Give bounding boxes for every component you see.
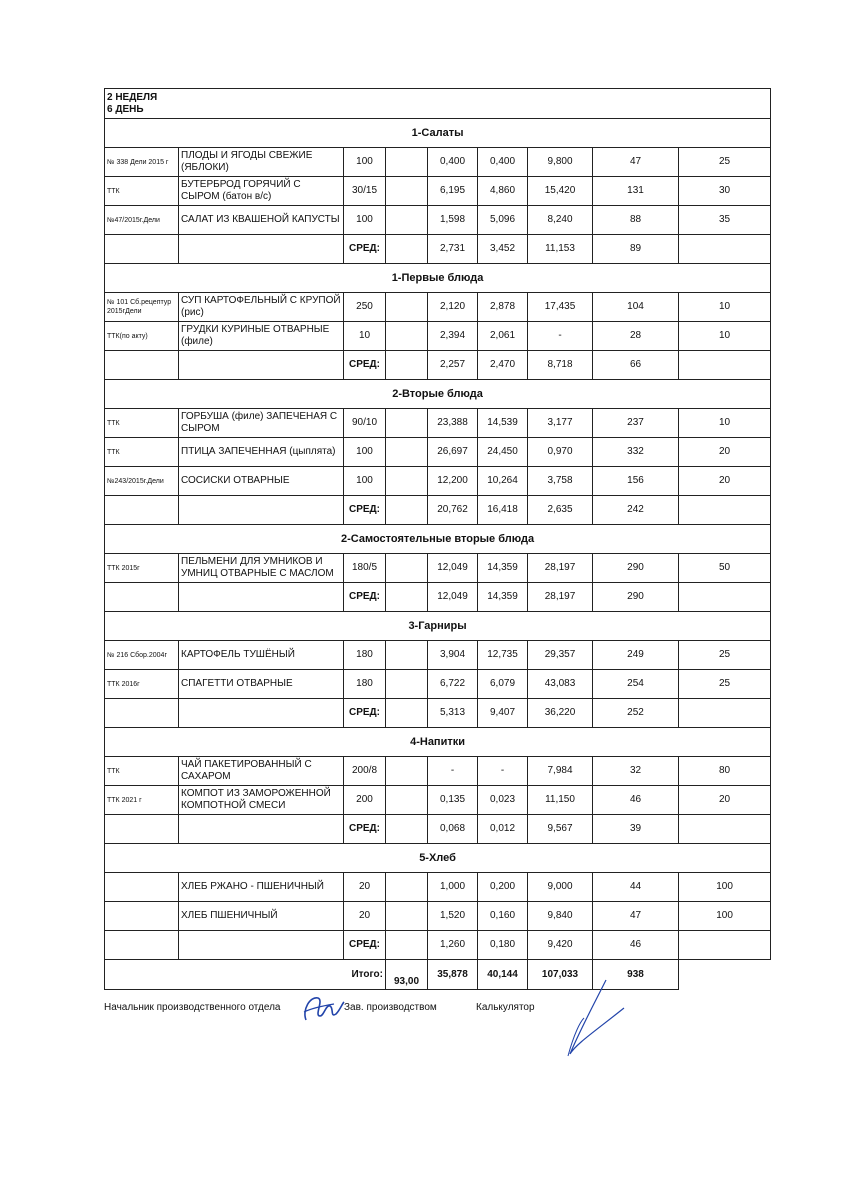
recipe-code-cell: № 216 Сбор.2004г xyxy=(105,641,179,670)
price-cell xyxy=(386,177,428,206)
vitamin-cell: 10 xyxy=(679,293,771,322)
fat-cell: 24,450 xyxy=(478,438,528,467)
average-row xyxy=(105,699,771,728)
price-cell xyxy=(386,786,428,815)
vitamin-cell: 20 xyxy=(679,786,771,815)
avg-energy-cell: 46 xyxy=(593,931,679,960)
vitamin-cell: 25 xyxy=(679,641,771,670)
energy-cell: 46 xyxy=(593,786,679,815)
empty-cell xyxy=(679,351,771,380)
price-cell xyxy=(386,757,428,786)
output-cell: 200/8 xyxy=(344,757,386,786)
vitamin-cell: 35 xyxy=(679,206,771,235)
recipe-code-cell: ТТК xyxy=(105,409,179,438)
carbs-cell: - xyxy=(528,322,593,351)
fat-cell: 6,079 xyxy=(478,670,528,699)
energy-cell: 44 xyxy=(593,873,679,902)
energy-cell: 28 xyxy=(593,322,679,351)
fat-cell: 2,878 xyxy=(478,293,528,322)
fat-cell: 4,860 xyxy=(478,177,528,206)
average-label: СРЕД: xyxy=(344,351,386,380)
empty-cell xyxy=(679,583,771,612)
protein-cell: 12,200 xyxy=(428,467,478,496)
avg-carbs-cell: 36,220 xyxy=(528,699,593,728)
table-row xyxy=(105,670,771,699)
output-cell: 180 xyxy=(344,670,386,699)
energy-cell: 290 xyxy=(593,554,679,583)
section-header-row xyxy=(105,380,771,409)
vitamin-cell: 25 xyxy=(679,670,771,699)
empty-cell xyxy=(386,699,428,728)
table-row xyxy=(105,902,771,931)
vitamin-cell: 100 xyxy=(679,873,771,902)
energy-cell: 104 xyxy=(593,293,679,322)
empty-cell xyxy=(179,583,344,612)
recipe-code-cell: ТТК xyxy=(105,177,179,206)
table-row xyxy=(105,786,771,815)
table-row xyxy=(105,177,771,206)
avg-carbs-cell: 9,567 xyxy=(528,815,593,844)
empty-cell xyxy=(105,351,179,380)
output-cell: 90/10 xyxy=(344,409,386,438)
vitamin-cell: 10 xyxy=(679,322,771,351)
price-cell xyxy=(386,409,428,438)
section-header-row xyxy=(105,264,771,293)
average-label: СРЕД: xyxy=(344,235,386,264)
avg-energy-cell: 290 xyxy=(593,583,679,612)
empty-cell xyxy=(179,235,344,264)
avg-carbs-cell: 9,420 xyxy=(528,931,593,960)
empty-cell xyxy=(179,815,344,844)
section-title: 1-Первые блюда xyxy=(105,264,771,293)
avg-protein-cell: 5,313 xyxy=(428,699,478,728)
price-cell xyxy=(386,467,428,496)
total-fat-cell: 40,144 xyxy=(478,960,528,990)
carbs-cell: 43,083 xyxy=(528,670,593,699)
section-title: 3-Гарниры xyxy=(105,612,771,641)
empty-cell xyxy=(679,960,771,990)
dish-name-cell: ХЛЕБ ПШЕНИЧНЫЙ xyxy=(179,902,344,931)
energy-cell: 237 xyxy=(593,409,679,438)
protein-cell: 23,388 xyxy=(428,409,478,438)
protein-cell: 1,520 xyxy=(428,902,478,931)
section-title: 2-Самостоятельные вторые блюда xyxy=(105,525,771,554)
empty-cell xyxy=(386,351,428,380)
carbs-cell: 3,177 xyxy=(528,409,593,438)
dish-name-cell: СУП КАРТОФЕЛЬНЫЙ С КРУПОЙ (рис) xyxy=(179,293,344,322)
recipe-code-cell: ТТК 2016г xyxy=(105,670,179,699)
total-price-cell: 93,00 xyxy=(386,960,428,990)
vitamin-cell: 100 xyxy=(679,902,771,931)
protein-cell: 6,722 xyxy=(428,670,478,699)
output-cell: 100 xyxy=(344,148,386,177)
empty-cell xyxy=(105,699,179,728)
vitamin-cell: 25 xyxy=(679,148,771,177)
table-row xyxy=(105,757,771,786)
price-cell xyxy=(386,322,428,351)
energy-cell: 254 xyxy=(593,670,679,699)
empty-cell xyxy=(105,235,179,264)
section-header-row xyxy=(105,525,771,554)
dish-name-cell: ГРУДКИ КУРИНЫЕ ОТВАРНЫЕ (филе) xyxy=(179,322,344,351)
protein-cell: 6,195 xyxy=(428,177,478,206)
avg-protein-cell: 12,049 xyxy=(428,583,478,612)
table-row xyxy=(105,206,771,235)
header-row xyxy=(105,89,771,119)
output-cell: 200 xyxy=(344,786,386,815)
avg-fat-cell: 9,407 xyxy=(478,699,528,728)
empty-cell xyxy=(179,699,344,728)
empty-cell xyxy=(105,496,179,525)
table-row xyxy=(105,467,771,496)
avg-protein-cell: 2,731 xyxy=(428,235,478,264)
signature-calculator xyxy=(554,974,644,1064)
fat-cell: 14,359 xyxy=(478,554,528,583)
avg-fat-cell: 0,180 xyxy=(478,931,528,960)
average-row xyxy=(105,235,771,264)
protein-cell: 26,697 xyxy=(428,438,478,467)
carbs-cell: 15,420 xyxy=(528,177,593,206)
avg-energy-cell: 39 xyxy=(593,815,679,844)
empty-cell xyxy=(105,931,179,960)
recipe-code-cell: № 101 Сб.рецептур 2015гДели xyxy=(105,293,179,322)
empty-cell xyxy=(386,235,428,264)
empty-cell xyxy=(105,815,179,844)
avg-energy-cell: 252 xyxy=(593,699,679,728)
vitamin-cell: 50 xyxy=(679,554,771,583)
section-title: 4-Напитки xyxy=(105,728,771,757)
average-row xyxy=(105,351,771,380)
section-header-row xyxy=(105,844,771,873)
total-energy-cell: 938 xyxy=(593,960,679,990)
carbs-cell: 28,197 xyxy=(528,554,593,583)
avg-fat-cell: 3,452 xyxy=(478,235,528,264)
energy-cell: 131 xyxy=(593,177,679,206)
carbs-cell: 8,240 xyxy=(528,206,593,235)
menu-sheet xyxy=(104,88,770,990)
avg-fat-cell: 0,012 xyxy=(478,815,528,844)
protein-cell: 2,120 xyxy=(428,293,478,322)
recipe-code-cell: №47/2015г.Дели xyxy=(105,206,179,235)
energy-cell: 249 xyxy=(593,641,679,670)
price-cell xyxy=(386,873,428,902)
carbs-cell: 9,000 xyxy=(528,873,593,902)
vitamin-cell: 30 xyxy=(679,177,771,206)
dish-name-cell: ПТИЦА ЗАПЕЧЕННАЯ (цыплята) xyxy=(179,438,344,467)
avg-fat-cell: 2,470 xyxy=(478,351,528,380)
dish-name-cell: ПЛОДЫ И ЯГОДЫ СВЕЖИЕ (ЯБЛОКИ) xyxy=(179,148,344,177)
empty-cell xyxy=(679,699,771,728)
empty-cell xyxy=(679,815,771,844)
avg-energy-cell: 66 xyxy=(593,351,679,380)
protein-cell: - xyxy=(428,757,478,786)
fat-cell: 14,539 xyxy=(478,409,528,438)
fat-cell: 0,160 xyxy=(478,902,528,931)
empty-cell xyxy=(679,931,771,960)
average-label: СРЕД: xyxy=(344,583,386,612)
empty-cell xyxy=(386,931,428,960)
average-row xyxy=(105,815,771,844)
price-cell xyxy=(386,206,428,235)
vitamin-cell: 10 xyxy=(679,409,771,438)
recipe-code-cell xyxy=(105,902,179,931)
protein-cell: 1,598 xyxy=(428,206,478,235)
table-row xyxy=(105,554,771,583)
carbs-cell: 0,970 xyxy=(528,438,593,467)
output-cell: 30/15 xyxy=(344,177,386,206)
energy-cell: 47 xyxy=(593,902,679,931)
energy-cell: 47 xyxy=(593,148,679,177)
section-header-row xyxy=(105,612,771,641)
avg-carbs-cell: 28,197 xyxy=(528,583,593,612)
protein-cell: 2,394 xyxy=(428,322,478,351)
dish-name-cell: ПЕЛЬМЕНИ ДЛЯ УМНИКОВ И УМНИЦ ОТВАРНЫЕ С МАСЛОМ xyxy=(179,554,344,583)
energy-cell: 332 xyxy=(593,438,679,467)
fat-cell: 5,096 xyxy=(478,206,528,235)
table-row xyxy=(105,409,771,438)
avg-protein-cell: 0,068 xyxy=(428,815,478,844)
section-title: 1-Салаты xyxy=(105,119,771,148)
output-cell: 100 xyxy=(344,438,386,467)
fat-cell: 12,735 xyxy=(478,641,528,670)
section-title: 5-Хлеб xyxy=(105,844,771,873)
table-row xyxy=(105,293,771,322)
average-label: СРЕД: xyxy=(344,699,386,728)
fat-cell: 0,400 xyxy=(478,148,528,177)
output-cell: 20 xyxy=(344,902,386,931)
protein-cell: 0,135 xyxy=(428,786,478,815)
empty-cell xyxy=(679,496,771,525)
recipe-code-cell: ТТК xyxy=(105,757,179,786)
total-carbs-cell: 107,033 xyxy=(528,960,593,990)
recipe-code-cell: № 338 Дели 2015 г xyxy=(105,148,179,177)
price-cell xyxy=(386,902,428,931)
avg-protein-cell: 1,260 xyxy=(428,931,478,960)
dish-name-cell: СПАГЕТТИ ОТВАРНЫЕ xyxy=(179,670,344,699)
empty-cell xyxy=(105,583,179,612)
table-row xyxy=(105,322,771,351)
head-of-production-label: Начальник производственного отдела xyxy=(104,1002,281,1013)
vitamin-cell: 80 xyxy=(679,757,771,786)
average-row xyxy=(105,496,771,525)
price-cell xyxy=(386,293,428,322)
average-label: СРЕД: xyxy=(344,815,386,844)
output-cell: 20 xyxy=(344,873,386,902)
carbs-cell: 3,758 xyxy=(528,467,593,496)
recipe-code-cell: ТТК 2021 г xyxy=(105,786,179,815)
avg-fat-cell: 16,418 xyxy=(478,496,528,525)
empty-cell xyxy=(179,496,344,525)
empty-cell xyxy=(386,496,428,525)
calculator-label: Калькулятор xyxy=(476,1002,535,1013)
average-row xyxy=(105,931,771,960)
total-row xyxy=(105,960,771,990)
avg-carbs-cell: 11,153 xyxy=(528,235,593,264)
dish-name-cell: БУТЕРБРОД ГОРЯЧИЙ С СЫРОМ (батон в/с) xyxy=(179,177,344,206)
total-label: Итого: xyxy=(351,968,383,980)
vitamin-cell: 20 xyxy=(679,467,771,496)
production-manager-label: Зав. производством xyxy=(344,1002,437,1013)
dish-name-cell: САЛАТ ИЗ КВАШЕНОЙ КАПУСТЫ xyxy=(179,206,344,235)
avg-protein-cell: 2,257 xyxy=(428,351,478,380)
protein-cell: 12,049 xyxy=(428,554,478,583)
recipe-code-cell: ТТК(по акту) xyxy=(105,322,179,351)
price-cell xyxy=(386,148,428,177)
week-label: 2 НЕДЕЛЯ xyxy=(107,92,158,103)
empty-cell xyxy=(179,351,344,380)
carbs-cell: 29,357 xyxy=(528,641,593,670)
carbs-cell: 11,150 xyxy=(528,786,593,815)
table-row xyxy=(105,438,771,467)
price-cell xyxy=(386,670,428,699)
recipe-code-cell xyxy=(105,873,179,902)
price-cell xyxy=(386,438,428,467)
signature-head xyxy=(300,990,346,1026)
day-label: 6 ДЕНЬ xyxy=(107,104,144,115)
empty-cell xyxy=(386,583,428,612)
empty-cell xyxy=(386,815,428,844)
avg-protein-cell: 20,762 xyxy=(428,496,478,525)
energy-cell: 156 xyxy=(593,467,679,496)
menu-table xyxy=(104,88,771,990)
output-cell: 10 xyxy=(344,322,386,351)
table-row xyxy=(105,148,771,177)
energy-cell: 88 xyxy=(593,206,679,235)
table-row xyxy=(105,641,771,670)
protein-cell: 1,000 xyxy=(428,873,478,902)
carbs-cell: 9,800 xyxy=(528,148,593,177)
avg-energy-cell: 242 xyxy=(593,496,679,525)
output-cell: 100 xyxy=(344,467,386,496)
carbs-cell: 7,984 xyxy=(528,757,593,786)
output-cell: 250 xyxy=(344,293,386,322)
section-title: 2-Вторые блюда xyxy=(105,380,771,409)
table-row xyxy=(105,873,771,902)
avg-energy-cell: 89 xyxy=(593,235,679,264)
average-row xyxy=(105,583,771,612)
average-label: СРЕД: xyxy=(344,931,386,960)
fat-cell: 10,264 xyxy=(478,467,528,496)
vitamin-cell: 20 xyxy=(679,438,771,467)
fat-cell: 0,200 xyxy=(478,873,528,902)
total-label-cell xyxy=(105,960,386,990)
dish-name-cell: ГОРБУША (филе) ЗАПЕЧЕНАЯ С СЫРОМ xyxy=(179,409,344,438)
avg-carbs-cell: 8,718 xyxy=(528,351,593,380)
recipe-code-cell: ТТК xyxy=(105,438,179,467)
fat-cell: 0,023 xyxy=(478,786,528,815)
avg-carbs-cell: 2,635 xyxy=(528,496,593,525)
empty-cell xyxy=(179,931,344,960)
dish-name-cell: КАРТОФЕЛЬ ТУШЁНЫЙ xyxy=(179,641,344,670)
carbs-cell: 17,435 xyxy=(528,293,593,322)
recipe-code-cell: ТТК 2015г xyxy=(105,554,179,583)
price-cell xyxy=(386,554,428,583)
energy-cell: 32 xyxy=(593,757,679,786)
empty-cell xyxy=(679,235,771,264)
dish-name-cell: КОМПОТ ИЗ ЗАМОРОЖЕННОЙ КОМПОТНОЙ СМЕСИ xyxy=(179,786,344,815)
dish-name-cell: ЧАЙ ПАКЕТИРОВАННЫЙ С САХАРОМ xyxy=(179,757,344,786)
dish-name-cell: СОСИСКИ ОТВАРНЫЕ xyxy=(179,467,344,496)
section-header-row xyxy=(105,728,771,757)
recipe-code-cell: №243/2015г.Дели xyxy=(105,467,179,496)
carbs-cell: 9,840 xyxy=(528,902,593,931)
output-cell: 100 xyxy=(344,206,386,235)
fat-cell: - xyxy=(478,757,528,786)
average-label: СРЕД: xyxy=(344,496,386,525)
fat-cell: 2,061 xyxy=(478,322,528,351)
total-protein-cell: 35,878 xyxy=(428,960,478,990)
output-cell: 180 xyxy=(344,641,386,670)
section-header-row xyxy=(105,119,771,148)
dish-name-cell: ХЛЕБ РЖАНО - ПШЕНИЧНЫЙ xyxy=(179,873,344,902)
price-cell xyxy=(386,641,428,670)
output-cell: 180/5 xyxy=(344,554,386,583)
avg-fat-cell: 14,359 xyxy=(478,583,528,612)
protein-cell: 3,904 xyxy=(428,641,478,670)
protein-cell: 0,400 xyxy=(428,148,478,177)
